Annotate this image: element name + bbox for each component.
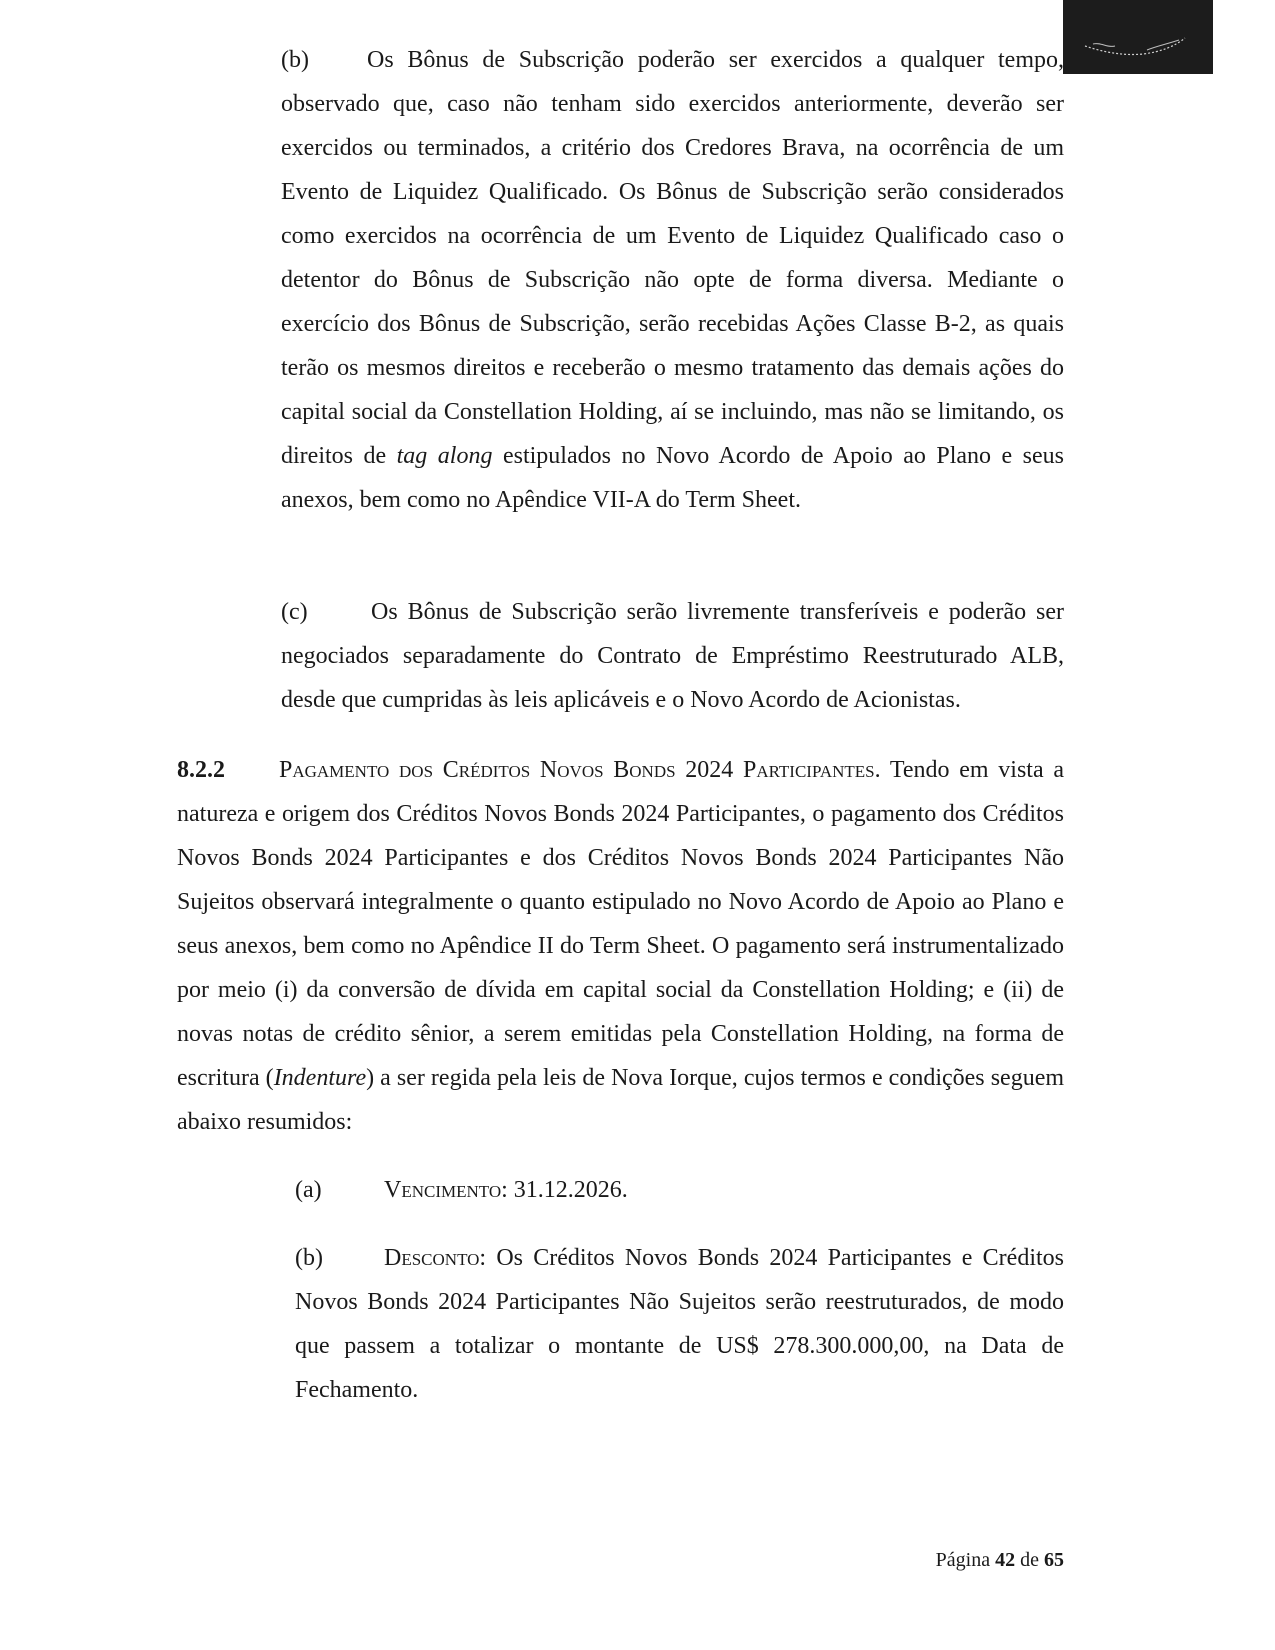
section-8-2-2 — [177, 748, 1064, 1144]
total-pages: 65 — [1044, 1549, 1064, 1571]
item-b-discount — [295, 1236, 1064, 1412]
clause-text-continued: estipulados no Novo Acordo de Apoio ao Plano e seus anexos, bem como no Apêndice VII-A do Term Sheet. — [281, 443, 1065, 513]
signature-stamp — [1063, 0, 1213, 74]
section-number: 8.2.2 — [177, 757, 225, 783]
clause-c-warrants-transfer — [281, 590, 1064, 722]
page-number-footer — [936, 1545, 1064, 1575]
clause-marker: (b) — [281, 47, 309, 73]
item-a-maturity — [295, 1168, 1064, 1212]
section-italic-term: Indenture — [273, 1065, 367, 1091]
section-heading: Pagamento dos Créditos Novos Bonds 2024 Participantes. — [279, 757, 881, 783]
clause-italic-term: tag along — [396, 443, 493, 469]
item-label: Desconto — [384, 1245, 480, 1271]
clause-text: Os Bônus de Subscrição poderão ser exercidos a qualquer tempo, observado que, caso não tenham sido exercidos anteriormente, deverão ser exercidos ou terminados, a critério dos Credores Brava, na ocorrência de um Evento de Liquidez Qualificado. Os Bônus de Subscrição serão considerados como exercidos na ocorrência de um Evento de Liquidez Qualificado caso o detentor do Bônus de Subscrição não opte de forma diversa. Mediante o exercício dos Bônus de Subscrição, serão recebidas Ações Classe B-2, as quais terão os mesmos direitos e receberão o mesmo tratamento das demais ações do capital social da Constellation Holding, aí se incluindo, mas não se limitando, os direitos de — [281, 47, 1064, 469]
clause-marker: (c) — [281, 599, 308, 625]
page-separator: de — [1020, 1549, 1039, 1571]
clause-text: Os Bônus de Subscrição serão livremente transferíveis e poderão ser negociados separadamente do Contrato de Empréstimo Reestruturado ALB, desde que cumpridas às leis aplicáveis e o Novo Acordo de Acionistas. — [281, 599, 1064, 713]
section-text-continued: ) a ser regida pela leis de Nova Iorque, cujos termos e condições seguem abaixo resumidos: — [177, 1065, 1065, 1135]
item-label: Vencimento — [384, 1177, 502, 1203]
item-text: : 31.12.2026. — [501, 1177, 628, 1203]
section-text: Tendo em vista a natureza e origem dos Créditos Novos Bonds 2024 Participantes, o pagamento dos Créditos Novos Bonds 2024 Participantes e dos Créditos Novos Bonds 2024 Participantes Não Sujeitos observará integralmente o quanto estipulado no Novo Acordo de Apoio ao Plano e seus anexos, bem como no Apêndice II do Term Sheet. O pagamento será instrumentalizado por meio (i) da conversão de dívida em capital social da Constellation Holding; e (ii) de novas notas de crédito sênior, a serem emitidas pela Constellation Holding, na forma de escritura ( — [177, 757, 1064, 1091]
page-label: Página — [935, 1549, 991, 1571]
clause-b-warrants-exercise — [281, 38, 1064, 522]
current-page: 42 — [995, 1549, 1016, 1571]
item-marker: (a) — [295, 1177, 322, 1203]
item-text: : Os Créditos Novos Bonds 2024 Participantes e Créditos Novos Bonds 2024 Participantes Não Sujeitos serão reestruturados, de modo que passem a totalizar o montante de US$ 278.300.000,00, na Data de Fechamento. — [295, 1245, 1064, 1403]
item-marker: (b) — [295, 1245, 323, 1271]
